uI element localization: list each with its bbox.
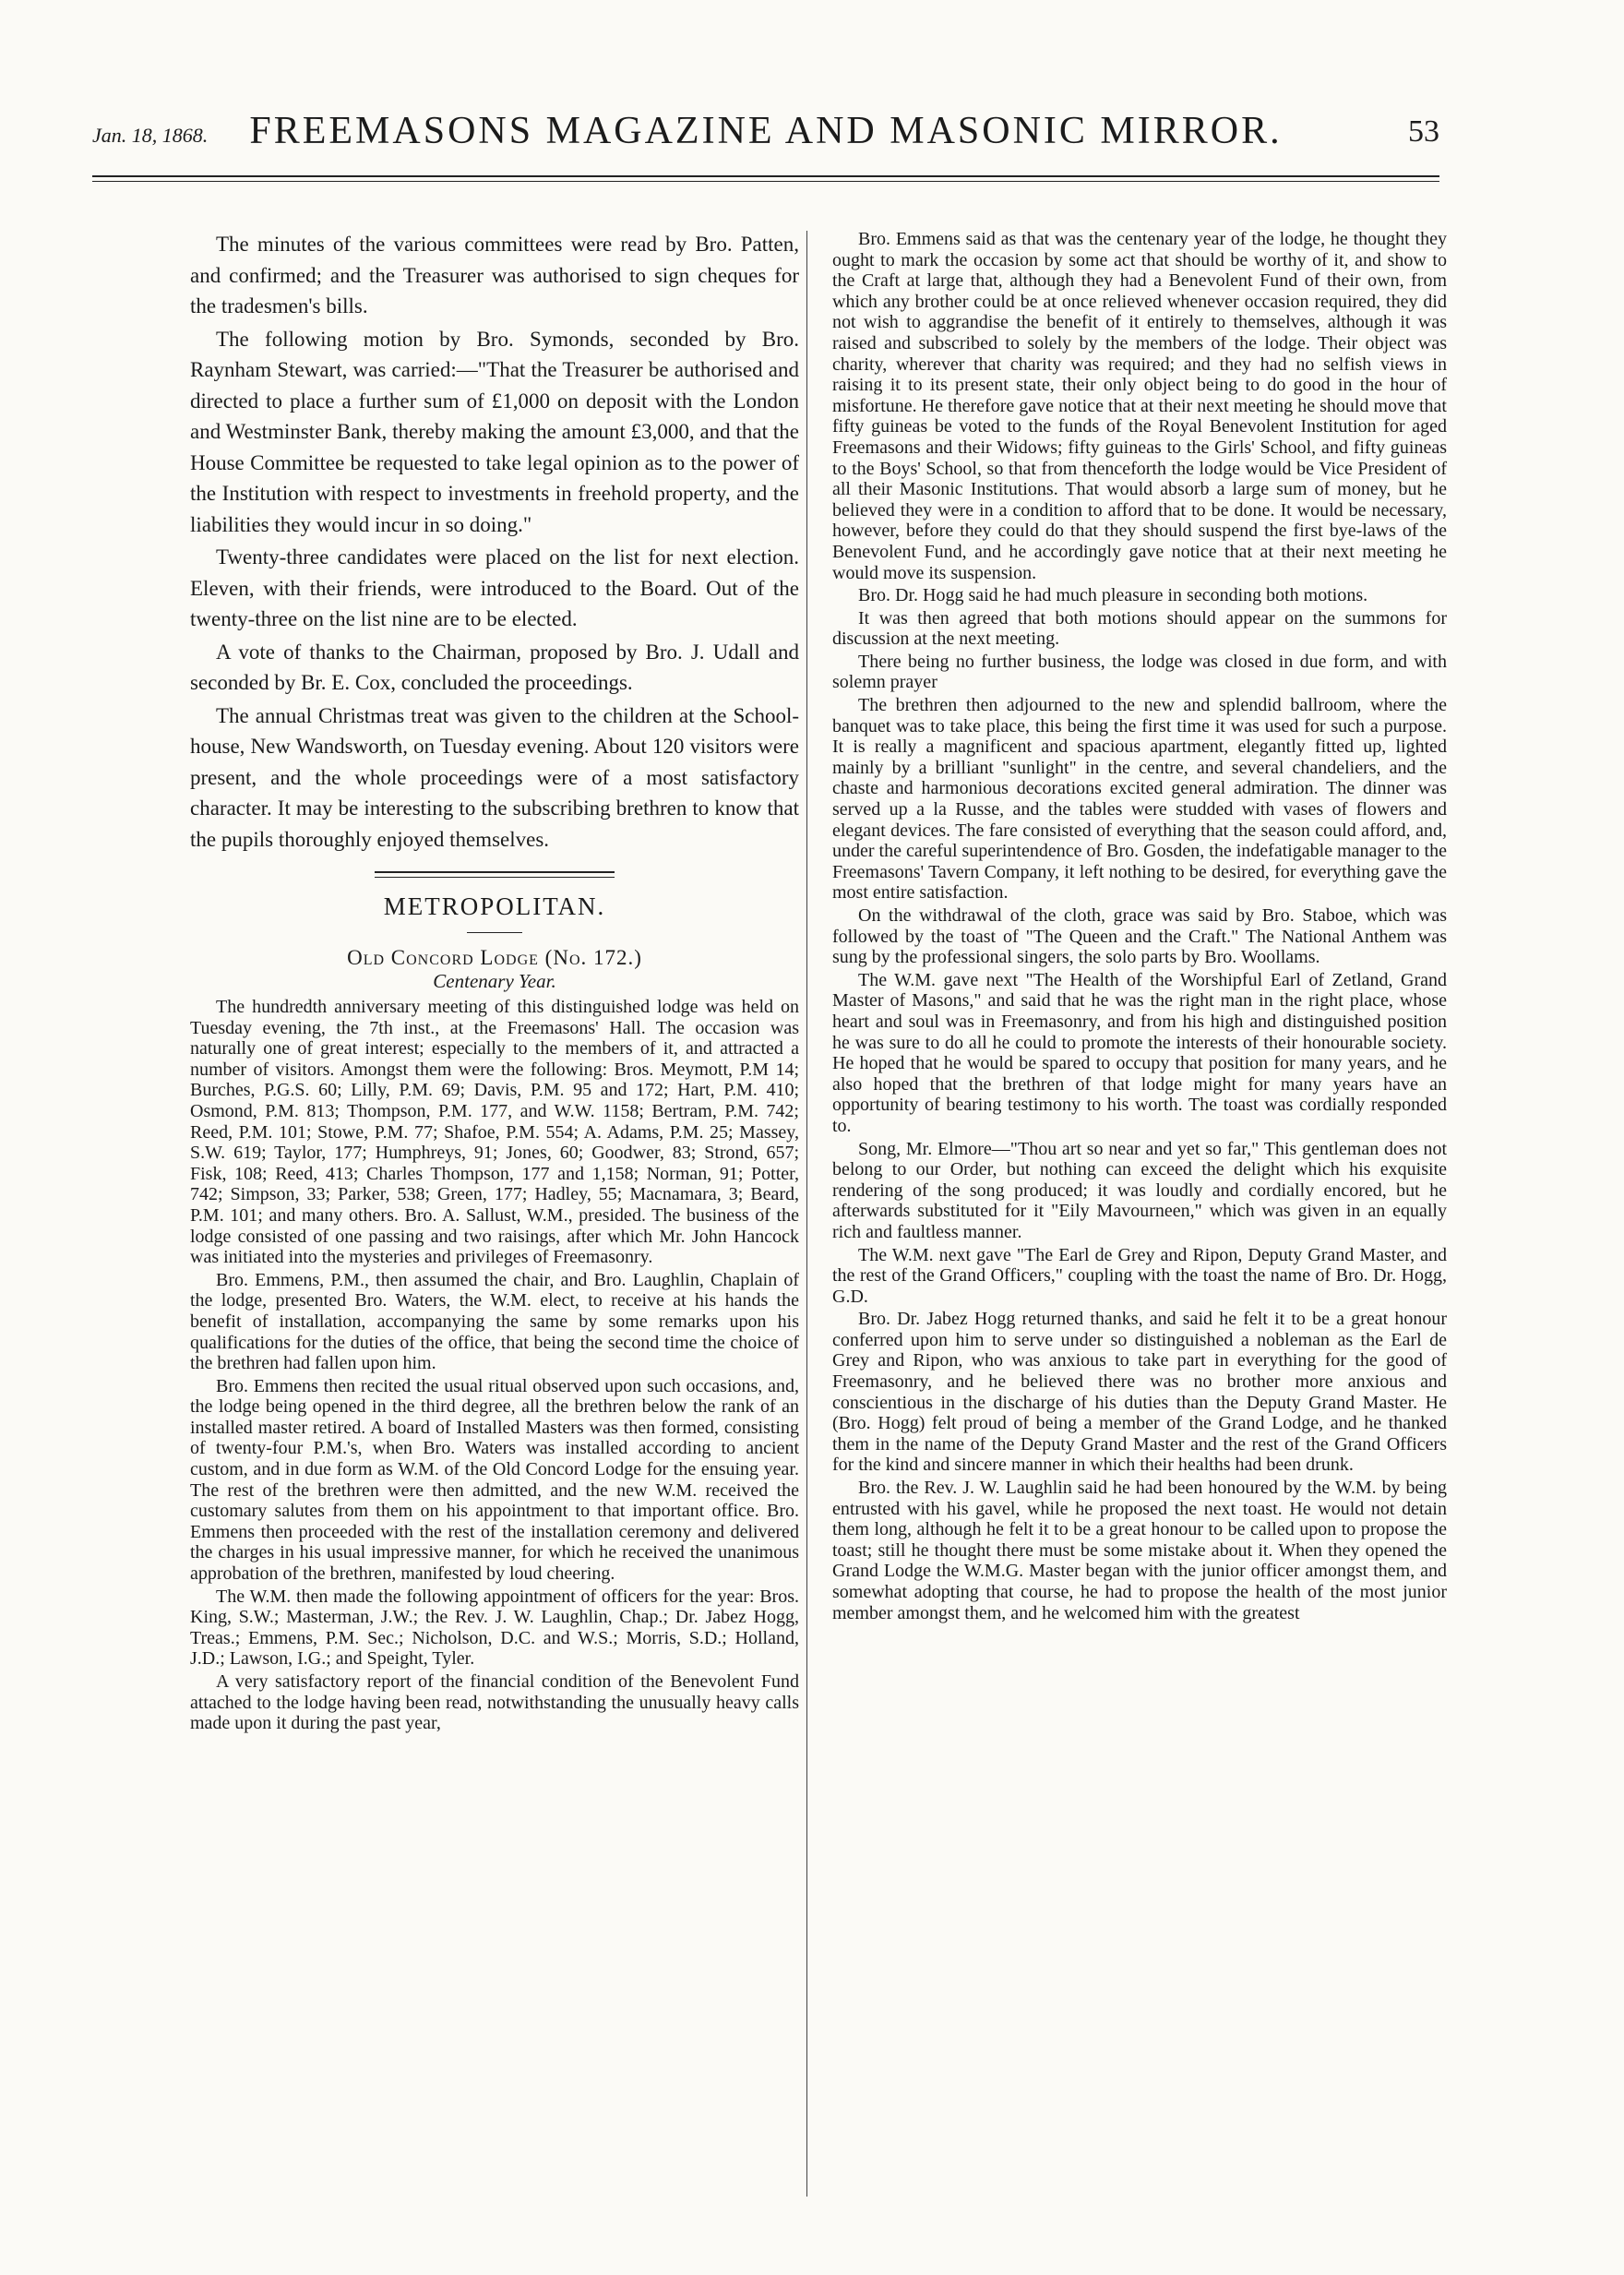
- paragraph: There being no further business, the lodge was closed in due form, and with solemn prayer: [832, 651, 1447, 693]
- page-header: [92, 109, 1439, 166]
- header-rule: [92, 175, 1439, 177]
- paragraph: The minutes of the various committees were read by Bro. Patten, and confirmed; and the Treasurer was authorised to sign cheques for the tradesmen's bills.: [190, 233, 799, 317]
- paragraph: The hundredth anniversary meeting of this distinguished lodge was held on Tuesday evening, the 7th inst., at the Freemasons' Hall. The occasion was naturally one of great interest; especially to the members of it, and attracted a number of visitors. Amongst them were the following: Bros. Meymott, P.M 14; Burches, P.G.S. 60; Lilly, P.M. 69; Davis, P.M. 95 and 172; Hart, P.M. 410; Osmond, P.M. 813; Thompson, P.M. 177, and W.W. 1158; Bertram, P.M. 742; Reed, P.M. 101; Stowe, P.M. 77; Shafoe, P.M. 554; A. Adams, P.M. 25; Massey, S.W. 619; Taylor, 177; Humphreys, 91; Jones, 60; Goodwer, 83; Strond, 657; Fisk, 108; Reed, 413; Charles Thompson, 177 and 1,158; Norman, 91; Potter, 742; Simpson, 33; Parker, 538; Green, 177; Hadley, 55; Macnamara, 3; Beard, P.M. 101; and many others. Bro. A. Sallust, W.M., presided. The business of the lodge consisted of one passing and two raisings, after which Mr. John Hancock was initiated into the mysteries and privileges of Freemasonry.: [190, 997, 799, 1268]
- paragraph: Bro. Dr. Hogg said he had much pleasure in seconding both motions.: [858, 585, 1368, 606]
- section-rule-thin: [375, 877, 615, 878]
- paragraph: Bro. Dr. Jabez Hogg returned thanks, and said he felt it to be a great honour conferred upon him to serve under so distinguished a nobleman as the Earl de Grey and Ripon, who was anxious to take part in everything for the good of Freemasonry, and he believed there was no brother more anxious and conscientious in the discharge of his duties than the Deputy Grand Master. He (Bro. Hogg) felt proud of being a member of the Grand Lodge, and he thanked them in the name of the Deputy Grand Master and the rest of the Grand Officers for the kind and sincere manner in which their healths had been drunk.: [832, 1309, 1447, 1476]
- paragraph: The W.M. gave next "The Health of the Worshipful Earl of Zetland, Grand Master of Masons," and said that he was the right man in the right place, whose heart and soul was in Freemasonry, and from his high and distinguished position he was sure to do all he could to promote the interests of their honourable society. He hoped that he would be spared to occupy that position for many years, and he also hoped that the brethren of that lodge might for many years have an opportunity of bearing testimony to his worth. The toast was cordially responded to.: [832, 969, 1447, 1136]
- left-column: [190, 229, 799, 1736]
- issue-date: Jan. 18, 1868.: [92, 124, 209, 147]
- paragraph: It was then agreed that both motions should appear on the summons for discussion at the next meeting.: [832, 607, 1447, 650]
- left-body-text: [190, 997, 799, 1734]
- paragraph: Twenty-three candidates were placed on the list for next election. Eleven, with their friends, were introduced to the Board. Out of the twenty-three on the list nine are to be elected.: [190, 545, 799, 630]
- paragraph: Bro. Emmens said as that was the centenary year of the lodge, he thought they ought to mark the occasion by some act that should be worthy of it, and show to the Craft at large that, although they had a Benevolent Fund of their own, from which any brother could be at once relieved whenever occasion required, they did not wish to aggrandise the benefit of it entirely to themselves, although it was raised and subscribed to solely by the members of the lodge. Their object was charity, wherever that charity was required; and they had no selfish views in raising it to its present state, their only object being to do good in the hour of misfortune. He therefore gave notice that at their next meeting he should move that fifty guineas be voted to the funds of the Royal Benevolent Institution for aged Freemasons and their Widows; fifty guineas to the Girls' School, and fifty guineas to the Boys' School, so that from thenceforth the lodge would be Vice President of all their Masonic Institutions. That would absorb a large sum of money, but he believed they were in a condition to afford that to be done. It would be necessary, however, before they could do that they should suspend the first bye-laws of the Benevolent Fund, and he accordingly gave notice that at their next meeting he would move its suspension.: [832, 229, 1447, 583]
- paragraph: The following motion by Bro. Symonds, seconded by Bro. Raynham Stewart, was carried:—"That the Treasurer be authorised and directed to place a further sum of £1,000 on deposit with the London and Westminster Bank, thereby making the amount £3,000, and that the House Committee be requested to take legal opinion as to the power of the Institution with respect to investments in freehold property, and the liabilities they would incur in so doing.": [190, 327, 799, 536]
- left-top-text: [190, 229, 799, 855]
- paragraph: The annual Christmas treat was given to the children at the School-house, New Wandsworth, on Tuesday evening. About 120 visitors were present, and the whole proceedings were of a most satisfactory character. It may be interesting to the subscribing brethren to know that the pupils thoroughly enjoyed themselves.: [190, 703, 799, 851]
- paragraph: The brethren then adjourned to the new and splendid ballroom, where the banquet was to take place, this being the first time it was used for such a purpose. It is really a magnificent and spacious apartment, elegantly fitted up, lighted mainly by a brilliant "sunlight" in the centre, and several chandeliers, and the chaste and harmonious decorations excited general admiration. The dinner was served up a la Russe, and the tables were studded with vases of flowers and elegant devices. The fare consisted of everything that the season could afford, and, under the careful superintendence of Bro. Gosden, the indefatigable manager to the Freemasons' Tavern Company, it left nothing to be desired, for everything gave the most entire satisfaction.: [832, 695, 1447, 904]
- section-title: METROPOLITAN.: [383, 892, 606, 920]
- header-rule-thin: [92, 181, 1439, 182]
- paragraph: On the withdrawal of the cloth, grace was said by Bro. Staboe, which was followed by the toast of "The Queen and the Craft." The National Anthem was sung by the professional singers, the solo parts by Bro. Woollams.: [832, 905, 1447, 968]
- section-short-rule: [467, 932, 522, 933]
- paragraph: The W.M. then made the following appointment of officers for the year: Bros. King, S.W.; Masterman, J.W.; the Rev. J. W. Laughlin, Chap.; Dr. Jabez Hogg, Treas.; Emmens, P.M. Sec.; Nicholson, D.C. and W.S.; Morris, S.D.; Holland, J.D.; Lawson, I.G.; and Speight, Tyler.: [190, 1586, 799, 1670]
- lodge-subheading: Centenary Year.: [433, 970, 556, 992]
- paragraph: Bro. Emmens then recited the usual ritual observed upon such occasions, and, the lodge being opened in the third degree, all the brethren below the rank of an installed master retired. A board of Installed Masters was then formed, consisting of twenty-four P.M.'s, when Bro. Waters was installed according to ancient custom, and in due form as W.M. of the Old Concord Lodge for the ensuing year. The rest of the brethren were then admitted, and the new W.M. received the customary salutes from them on his appointment to that important office. Bro. Emmens then proceeded with the rest of the installation ceremony and delivered the charges in his usual impressive manner, for which he received the unanimous approbation of the brethren, manifested by loud cheering.: [190, 1375, 799, 1585]
- paragraph: The W.M. next gave "The Earl de Grey and Ripon, Deputy Grand Master, and the rest of the Grand Officers," coupling with the toast the name of Bro. Dr. Hogg, G.D.: [832, 1244, 1447, 1307]
- paragraph: Bro. the Rev. J. W. Laughlin said he had been honoured by the W.M. by being entrusted with his gavel, while he proposed the next toast. He would not detain them long, although he felt it to be a great honour to be called upon to propose the toast; still he thought there must be some mistake about it. When they opened the Grand Lodge the W.M.G. Master began with the junior officer amongst them, and somewhat adopting that course, he had to propose the health of the most junior member amongst them, and he welcomed him with the greatest: [832, 1478, 1447, 1623]
- column-divider: [806, 231, 807, 2197]
- paragraph: A very satisfactory report of the financial condition of the Benevolent Fund attached to the lodge having been read, notwithstanding the unusually heavy calls made upon it during the past year,: [190, 1671, 799, 1734]
- masthead-title: FREEMASONS MAGAZINE AND MASONIC MIRROR.: [249, 110, 1283, 152]
- section-rule: [375, 871, 615, 873]
- paragraph: Song, Mr. Elmore—"Thou art so near and yet so far," This gentleman does not belong to our Order, but nothing can exceed the delight which his exquisite rendering of the song produced; it was loudly and cordially encored, but he afterwards substituted for it "Eily Mavourneen," which was given in an equally rich and faultless manner.: [832, 1138, 1447, 1242]
- paragraph: A vote of thanks to the Chairman, proposed by Bro. J. Udall and seconded by Br. E. Cox, concluded the proceedings.: [190, 640, 799, 694]
- right-column: [832, 229, 1447, 1625]
- lodge-heading: Old Concord Lodge (No. 172.): [347, 946, 642, 969]
- paragraph: Bro. Emmens, P.M., then assumed the chair, and Bro. Laughlin, Chaplain of the lodge, presented Bro. Waters, the W.M. elect, to receive at his hands the benefit of installation, accompanying the same by some remarks upon his qualifications for the duties of the office, that being the second time the choice of the brethren had fallen upon him.: [190, 1269, 799, 1374]
- page-number: 53: [1408, 114, 1439, 149]
